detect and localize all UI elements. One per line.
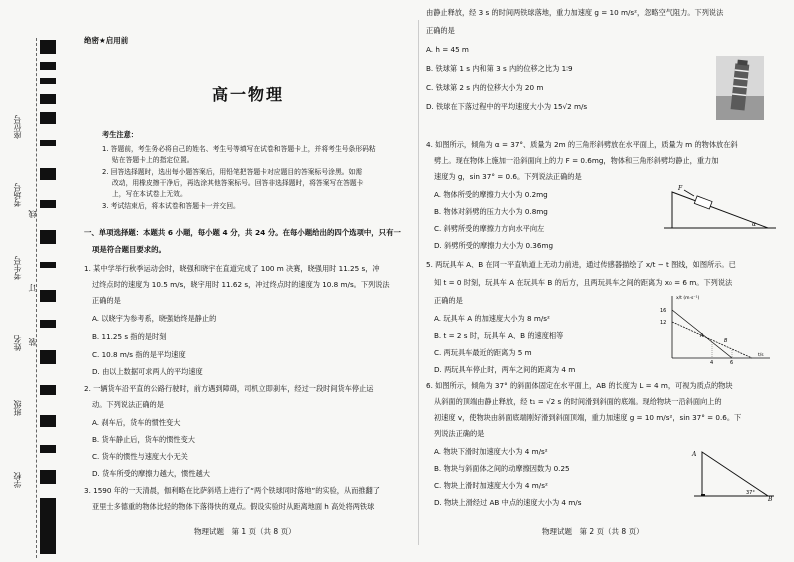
question-6-line: 6. 如图所示，倾角为 37° 的斜面体固定在水平面上，AB 的长度为 L = 4 m，可视为质点的物块 xyxy=(426,381,733,390)
notice-line: 2. 回答选择题时，选出每小题答案后，用铅笔把答题卡对应题目的答案标号涂黑。如需 xyxy=(102,168,363,176)
binding-stripe xyxy=(40,62,56,70)
question-3-line: 正确的是 xyxy=(426,26,455,35)
question-4-option: B. 物体对斜劈的压力大小为 0.8mg xyxy=(434,207,548,216)
point-b-label: B xyxy=(768,496,773,502)
force-label: F xyxy=(678,185,683,192)
question-5-option: A. 玩具车 A 的加速度大小为 8 m/s² xyxy=(434,314,550,323)
question-5-option: C. 两玩具车最近的距离为 5 m xyxy=(434,348,532,357)
notice-line: 1. 答题前，考生务必将自己的姓名、考生号等填写在试卷和答题卡上，并将考生号条形码粘 xyxy=(102,145,376,153)
angle-label: α xyxy=(752,221,757,228)
seat-number-label: 座位号 xyxy=(13,115,22,139)
question-1-option: A. 以晓宇为参考系，晓强始终是静止的 xyxy=(92,314,217,323)
question-3-line: 由静止释放，经 3 s 的时间两铁球落地，重力加速度 g = 10 m/s²，忽略空气阻力。下列说法 xyxy=(426,8,724,17)
question-6-line: 初速度 v，使物块由斜面底端刚好滑到斜面顶端，重力加速度 g = 10 m/s²，sin 37° = 0.6。下 xyxy=(434,413,742,422)
question-1-line: 1. 某中学举行秋季运动会时，晓强和晓宇在直道完成了 100 m 决赛，晓强用时 11.25 s，冲 xyxy=(84,264,380,273)
binding-stripe xyxy=(40,290,56,302)
point-a-label: A xyxy=(692,451,697,458)
binding-stripe xyxy=(40,470,56,484)
binding-stripe xyxy=(40,350,56,364)
question-4-option: D. 斜劈所受的摩擦力大小为 0.36mg xyxy=(434,241,554,250)
binding-stripe xyxy=(40,498,56,554)
notice-title: 考生注意： xyxy=(102,130,138,139)
question-3-line: 亚里士多德重的物体比轻的物体下落得快的观点。假设实验时从距离地面 h 高处将两铁球 xyxy=(92,502,375,511)
question-5-option: D. 两玩具车停止时，两车之间的距离为 4 m xyxy=(434,365,576,374)
cut-line xyxy=(36,38,38,558)
question-3-option: C. 铁球第 2 s 内的位移大小为 20 m xyxy=(426,83,544,92)
line-b-label: B xyxy=(724,338,728,344)
question-2-option: A. 刹车后，货车的惯性变大 xyxy=(92,418,181,427)
section-heading: 一、单项选择题：本题共 6 小题，每小题 4 分，共 24 分。在每小题给出的四个选项中，只有一 xyxy=(84,228,401,237)
question-4-option: A. 物体所受的摩擦力大小为 0.2mg xyxy=(434,190,548,199)
binding-stripe xyxy=(40,94,56,104)
cut-mark: 装 xyxy=(28,338,37,346)
x-tick: 6 xyxy=(730,360,734,364)
binding-stripe xyxy=(40,415,56,427)
binding-stripe xyxy=(40,262,56,268)
class-label: 班级 xyxy=(13,400,22,416)
leaning-tower-photo xyxy=(716,56,764,120)
question-5-option: B. t = 2 s 时，玩具车 A、B 的速度相等 xyxy=(434,331,564,340)
binding-stripe xyxy=(40,445,56,453)
cut-mark: 订 xyxy=(28,284,37,292)
question-1-option: B. 11.25 s 指的是时刻 xyxy=(92,332,167,341)
question-6-option: D. 物块上滑经过 AB 中点的速度大小为 4 m/s xyxy=(434,498,582,507)
page-1 xyxy=(84,0,414,562)
question-5-line: 知 t = 0 时刻，玩具车 A 在玩具车 B 的后方，且两玩具车之间的距离为 x₀ = 6 m。下列说法 xyxy=(434,278,733,287)
page-footer: 物理试题 第 2 页（共 8 页） xyxy=(542,527,644,536)
y-axis-label: x/t (m·s⁻¹) xyxy=(676,296,700,301)
x-axis-label: t/s xyxy=(758,353,764,358)
question-3-line: 3. 1590 年的一天清晨，伽利略在比萨斜塔上进行了“两个铁球同时落地”的实验，从而推翻了 xyxy=(84,486,380,495)
binding-stripe xyxy=(40,320,56,328)
name-label: 姓名 xyxy=(13,335,22,351)
question-5-line: 5. 两玩具车 A、B 在同一平直轨道上无动力前进，通过传感器描绘了 x/t − t 图线，如图所示。已 xyxy=(426,260,736,269)
page-2 xyxy=(426,0,776,562)
binding-stripe xyxy=(40,78,56,84)
page-footer: 物理试题 第 1 页（共 8 页） xyxy=(194,527,296,536)
question-3-option: D. 铁球在下落过程中的平均速度大小为 15√2 m/s xyxy=(426,102,588,111)
question-6-option: B. 物块与斜面体之间的动摩擦因数为 0.25 xyxy=(434,464,570,473)
binding-stripe xyxy=(40,40,56,54)
question-4-figure xyxy=(664,182,776,232)
notice-line: 上，写在本试卷上无效。 xyxy=(112,190,187,198)
binding-stripe xyxy=(40,168,56,180)
school-label: 学校 xyxy=(13,472,22,488)
page-divider xyxy=(418,20,419,545)
question-3-option: B. 铁球第 1 s 内和第 3 s 内的位移之比为 1∶9 xyxy=(426,64,573,73)
question-6-option: A. 物块下滑时加速度大小为 4 m/s² xyxy=(434,447,548,456)
binding-stripe xyxy=(40,200,56,208)
cut-mark: 线 xyxy=(28,210,37,218)
question-5-graph xyxy=(652,292,776,364)
question-2-option: C. 货车的惯性与速度大小无关 xyxy=(92,452,188,461)
question-2-line: 动。下列说法正确的是 xyxy=(92,400,164,409)
question-1-line: 过终点时的速度为 10.5 m/s，晓宇用时 11.62 s，冲过终点时的速度为 10.8 m/s。下列说法 xyxy=(92,280,390,289)
question-2-option: B. 货车静止后，货车的惯性变大 xyxy=(92,435,195,444)
section-heading: 项是符合题目要求的。 xyxy=(92,245,166,254)
confidential-mark: 绝密★启用前 xyxy=(84,36,129,45)
question-3-option: A. h = 45 m xyxy=(426,45,469,54)
binding-stripe xyxy=(40,140,56,146)
binding-stripe xyxy=(40,112,56,124)
angle-label: 37° xyxy=(746,490,755,496)
notice-line: 贴在答题卡上的指定位置。 xyxy=(112,156,194,164)
y-tick: 12 xyxy=(660,320,667,326)
binding-margin xyxy=(0,0,62,562)
question-1-option: D. 由以上数据可求两人的平均速度 xyxy=(92,367,203,376)
question-6-line: 从斜面的顶端由静止释放，经 t₁ = √2 s 的时间滑到斜面的底端。现给物块一沿斜面向上的 xyxy=(434,397,722,406)
question-1-option: C. 10.8 m/s 指的是平均速度 xyxy=(92,350,186,359)
exam-room-label: 考场号 xyxy=(13,183,22,207)
question-4-line: 4. 如图所示，倾角为 α = 37°、质量为 2m 的三角形斜劈放在水平面上，质量为 m 的物体放在斜 xyxy=(426,140,738,149)
question-6-figure xyxy=(684,446,776,502)
student-number-label: 考生号 xyxy=(13,256,22,280)
binding-stripe xyxy=(40,230,56,244)
question-4-line: 速度为 g，sin 37° = 0.6。下列说法正确的是 xyxy=(434,172,582,181)
binding-stripe xyxy=(40,385,56,395)
question-1-line: 正确的是 xyxy=(92,296,121,305)
x-tick: 4 xyxy=(710,360,714,364)
question-6-line: 列说法正确的是 xyxy=(434,429,485,438)
question-6-option: C. 物块上滑时加速度大小为 4 m/s² xyxy=(434,481,548,490)
question-4-option: C. 斜劈所受的摩擦力方向水平向左 xyxy=(434,224,545,233)
y-tick: 16 xyxy=(660,308,667,314)
notice-line: 改动，用橡皮擦干净后，再选涂其他答案标号。回答非选择题时，将答案写在答题卡 xyxy=(112,179,364,187)
notice-line: 3. 考试结束后，将本试卷和答题卡一并交回。 xyxy=(102,202,240,210)
question-4-line: 劈上。现在物体上施加一沿斜面向上的力 F = 0.6mg，物体和三角形斜劈均静止，重力加 xyxy=(434,156,719,165)
line-a-label: A xyxy=(700,333,704,339)
question-2-line: 2. 一辆货车沿平直的公路行驶时，前方遇到障碍，司机立即刹车，经过一段时间货车停止运 xyxy=(84,384,374,393)
question-5-line: 正确的是 xyxy=(434,296,463,305)
question-2-option: D. 货车所受的摩擦力越大，惯性越大 xyxy=(92,469,210,478)
page-title: 高一物理 xyxy=(212,85,285,104)
